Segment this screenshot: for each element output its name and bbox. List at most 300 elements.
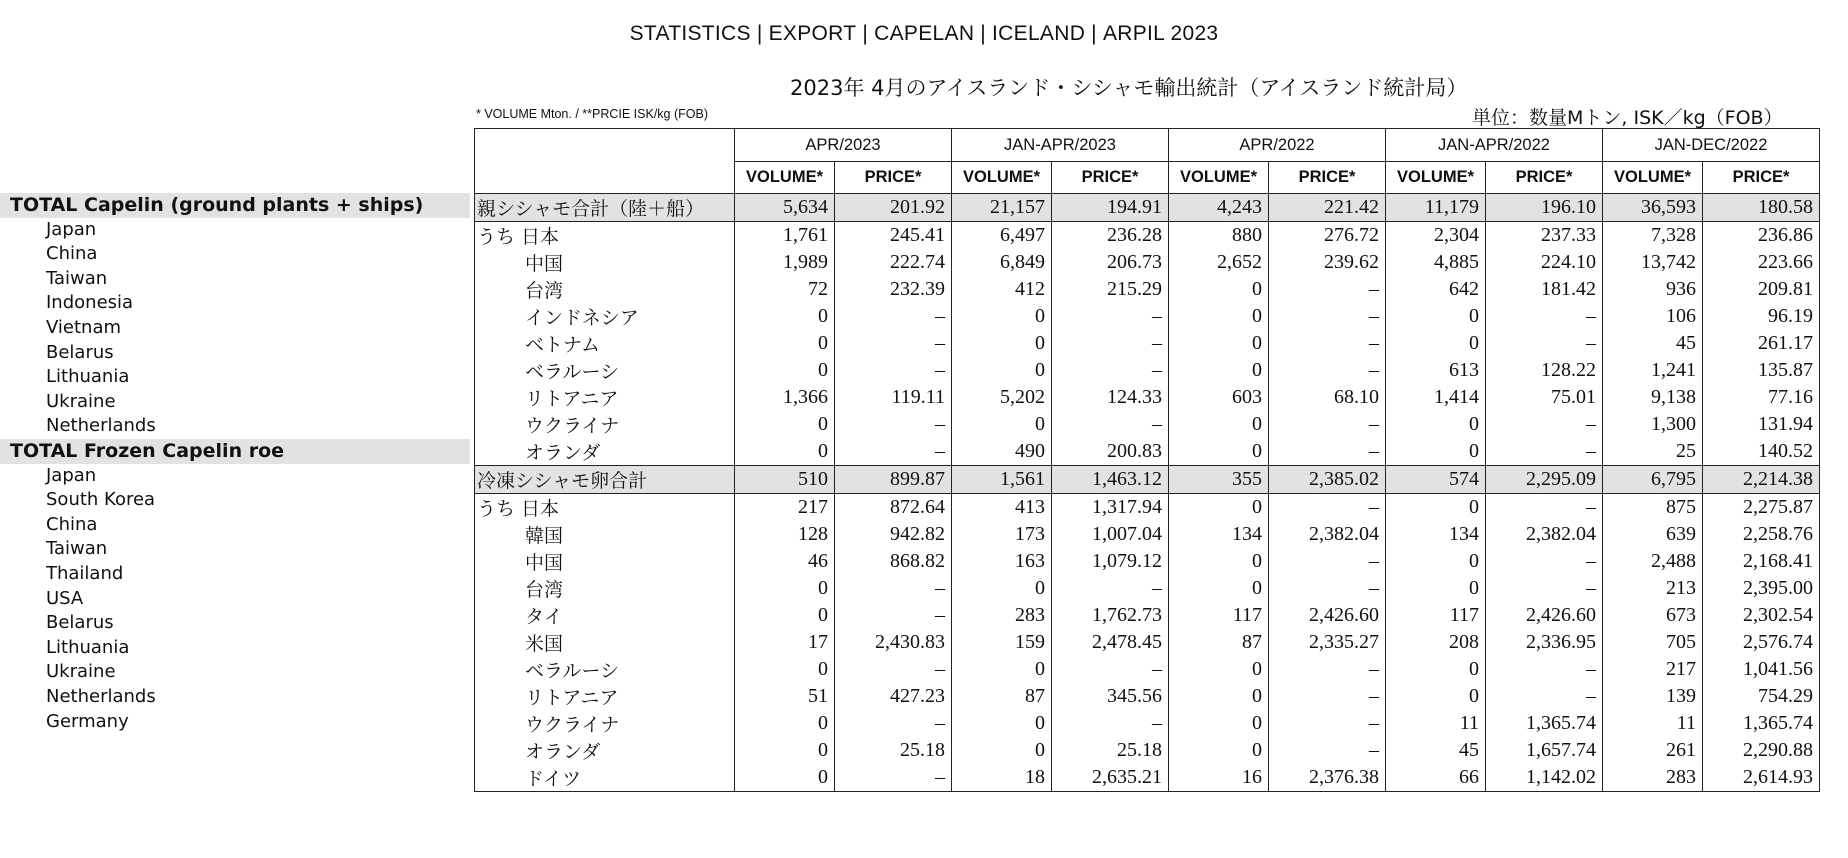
volume-cell: 87: [952, 683, 1052, 710]
table-row: [475, 357, 1820, 384]
volume-cell: 4,885: [1386, 249, 1486, 276]
price-cell: –: [1486, 330, 1603, 357]
volume-cell: 1,761: [735, 222, 835, 250]
price-cell: 1,007.04: [1052, 521, 1169, 548]
price-cell: 181.42: [1486, 276, 1603, 303]
price-cell: –: [835, 575, 952, 602]
english-country-label: Belarus: [46, 341, 114, 363]
volume-cell: 875: [1603, 494, 1703, 522]
table-row: [475, 249, 1820, 276]
volume-cell: 11: [1386, 710, 1486, 737]
japanese-row-label: 冷凍シシャモ卵合計: [475, 466, 735, 494]
price-cell: 206.73: [1052, 249, 1169, 276]
volume-cell: 11: [1603, 710, 1703, 737]
price-cell: –: [1269, 548, 1386, 575]
price-cell: –: [835, 438, 952, 466]
price-cell: –: [1269, 276, 1386, 303]
price-cell: 2,430.83: [835, 629, 952, 656]
price-cell: 75.01: [1486, 384, 1603, 411]
price-cell: 754.29: [1703, 683, 1820, 710]
english-country-label: Netherlands: [46, 415, 156, 437]
price-cell: –: [1269, 710, 1386, 737]
volume-cell: 0: [952, 710, 1052, 737]
japanese-row-label: オランダ: [475, 438, 735, 466]
price-cell: 77.16: [1703, 384, 1820, 411]
volume-cell: 603: [1169, 384, 1269, 411]
japanese-row-label: 中国: [475, 548, 735, 575]
price-cell: –: [835, 602, 952, 629]
price-cell: 96.19: [1703, 303, 1820, 330]
price-cell: 2,336.95: [1486, 629, 1603, 656]
price-cell: –: [1486, 438, 1603, 466]
english-country-label: USA: [46, 587, 84, 609]
export-statistics-table: [474, 128, 1820, 792]
volume-cell: 2,652: [1169, 249, 1269, 276]
title-separator: |: [862, 22, 869, 45]
volume-cell: 0: [952, 737, 1052, 764]
volume-cell: 0: [952, 357, 1052, 384]
japanese-row-label: ウクライナ: [475, 710, 735, 737]
price-cell: 2,385.02: [1269, 466, 1386, 494]
volume-cell: 13,742: [1603, 249, 1703, 276]
period-header: JAN-APR/2022: [1386, 129, 1603, 162]
volume-cell: 0: [1169, 656, 1269, 683]
price-cell: 2,635.21: [1052, 764, 1169, 792]
price-cell: 131.94: [1703, 411, 1820, 438]
english-country-label: Thailand: [46, 563, 124, 584]
volume-cell: 0: [1169, 438, 1269, 466]
price-header: PRICE*: [835, 162, 952, 194]
price-cell: 2,335.27: [1269, 629, 1386, 656]
english-country-label: Ukraine: [46, 661, 116, 683]
volume-cell: 0: [952, 575, 1052, 602]
volume-cell: 0: [952, 411, 1052, 438]
price-cell: 2,168.41: [1703, 548, 1820, 575]
volume-cell: 0: [1169, 683, 1269, 710]
price-header: PRICE*: [1052, 162, 1169, 194]
volume-cell: 574: [1386, 466, 1486, 494]
volume-cell: 1,300: [1603, 411, 1703, 438]
volume-cell: 880: [1169, 222, 1269, 250]
price-cell: 124.33: [1052, 384, 1169, 411]
volume-cell: 217: [735, 494, 835, 522]
price-cell: 194.91: [1052, 194, 1169, 222]
table-row: [475, 494, 1820, 522]
english-country-label: Japan: [46, 464, 97, 486]
volume-cell: 0: [735, 303, 835, 330]
volume-cell: 0: [1169, 494, 1269, 522]
volume-cell: 0: [952, 303, 1052, 330]
volume-cell: 261: [1603, 737, 1703, 764]
volume-cell: 213: [1603, 575, 1703, 602]
price-cell: 427.23: [835, 683, 952, 710]
english-country-label: Belarus: [46, 612, 114, 634]
volume-header: VOLUME*: [952, 162, 1052, 194]
japanese-row-label: ベラルーシ: [475, 656, 735, 683]
table-row: [475, 521, 1820, 548]
volume-cell: 0: [1169, 330, 1269, 357]
volume-cell: 18: [952, 764, 1052, 792]
volume-cell: 66: [1386, 764, 1486, 792]
japanese-title: 2023年 4月のアイスランド・シシャモ輸出統計（アイスランド統計局）: [790, 76, 1468, 100]
price-cell: 2,576.74: [1703, 629, 1820, 656]
volume-cell: 0: [952, 330, 1052, 357]
price-cell: –: [1269, 438, 1386, 466]
volume-cell: 45: [1603, 330, 1703, 357]
price-cell: 221.42: [1269, 194, 1386, 222]
table-row: [475, 575, 1820, 602]
volume-cell: 51: [735, 683, 835, 710]
price-cell: 25.18: [1052, 737, 1169, 764]
volume-cell: 510: [735, 466, 835, 494]
volume-cell: 0: [1169, 411, 1269, 438]
volume-cell: 9,138: [1603, 384, 1703, 411]
volume-cell: 21,157: [952, 194, 1052, 222]
japanese-row-label: インドネシア: [475, 303, 735, 330]
price-cell: –: [835, 656, 952, 683]
price-cell: 223.66: [1703, 249, 1820, 276]
price-header: PRICE*: [1486, 162, 1603, 194]
volume-cell: 412: [952, 276, 1052, 303]
table-row: [475, 710, 1820, 737]
english-country-label: Netherlands: [46, 686, 156, 707]
price-cell: –: [1269, 737, 1386, 764]
english-country-label: Taiwan: [46, 538, 108, 560]
volume-cell: 0: [735, 710, 835, 737]
table-row: [475, 602, 1820, 629]
table-row: [475, 656, 1820, 683]
english-country-label: Japan: [46, 218, 97, 240]
price-cell: –: [1052, 575, 1169, 602]
volume-cell: 4,243: [1169, 194, 1269, 222]
volume-cell: 1,561: [952, 466, 1052, 494]
table-row: [475, 629, 1820, 656]
volume-cell: 5,634: [735, 194, 835, 222]
volume-cell: 45: [1386, 737, 1486, 764]
price-cell: 942.82: [835, 521, 952, 548]
total-row: [475, 194, 1820, 222]
volume-cell: 0: [1386, 303, 1486, 330]
volume-cell: 11,179: [1386, 194, 1486, 222]
japanese-row-label: リトアニア: [475, 683, 735, 710]
price-cell: 2,214.38: [1703, 466, 1820, 494]
price-cell: 201.92: [835, 194, 952, 222]
english-total-label: TOTAL Frozen Capelin roe: [0, 439, 470, 464]
volume-cell: 936: [1603, 276, 1703, 303]
price-cell: –: [1486, 411, 1603, 438]
price-cell: 140.52: [1703, 438, 1820, 466]
volume-cell: 0: [735, 357, 835, 384]
price-cell: 236.86: [1703, 222, 1820, 250]
volume-cell: 87: [1169, 629, 1269, 656]
volume-cell: 106: [1603, 303, 1703, 330]
price-cell: 232.39: [835, 276, 952, 303]
volume-cell: 413: [952, 494, 1052, 522]
volume-cell: 159: [952, 629, 1052, 656]
price-cell: 2,614.93: [1703, 764, 1820, 792]
price-cell: –: [1269, 303, 1386, 330]
price-cell: 1,142.02: [1486, 764, 1603, 792]
volume-cell: 117: [1169, 602, 1269, 629]
volume-cell: 705: [1603, 629, 1703, 656]
total-row: [475, 466, 1820, 494]
table-row: [475, 764, 1820, 792]
title-part: STATISTICS: [629, 22, 751, 45]
price-cell: 2,426.60: [1269, 602, 1386, 629]
table-row: [475, 303, 1820, 330]
volume-cell: 0: [1386, 438, 1486, 466]
japanese-row-label: 親シシャモ合計（陸＋船）: [475, 194, 735, 222]
price-cell: 119.11: [835, 384, 952, 411]
volume-cell: 0: [1169, 276, 1269, 303]
price-cell: 2,382.04: [1486, 521, 1603, 548]
period-header: JAN-DEC/2022: [1603, 129, 1820, 162]
volume-cell: 0: [1169, 710, 1269, 737]
table-row: [475, 222, 1820, 250]
volume-cell: 6,849: [952, 249, 1052, 276]
volume-cell: 0: [735, 330, 835, 357]
price-cell: –: [1486, 683, 1603, 710]
price-cell: 25.18: [835, 737, 952, 764]
japanese-row-label: 台湾: [475, 575, 735, 602]
price-cell: 196.10: [1486, 194, 1603, 222]
price-cell: 345.56: [1052, 683, 1169, 710]
price-cell: 1,365.74: [1703, 710, 1820, 737]
volume-cell: 1,366: [735, 384, 835, 411]
volume-cell: 355: [1169, 466, 1269, 494]
japanese-row-label: ドイツ: [475, 764, 735, 792]
volume-cell: 0: [1169, 357, 1269, 384]
price-cell: 239.62: [1269, 249, 1386, 276]
volume-cell: 283: [952, 602, 1052, 629]
price-cell: 2,290.88: [1703, 737, 1820, 764]
volume-cell: 0: [1169, 548, 1269, 575]
price-cell: 872.64: [835, 494, 952, 522]
price-cell: 209.81: [1703, 276, 1820, 303]
volume-cell: 0: [735, 656, 835, 683]
volume-cell: 0: [735, 575, 835, 602]
volume-cell: 1,414: [1386, 384, 1486, 411]
corner-header-cell: [475, 129, 735, 194]
price-cell: 2,376.38: [1269, 764, 1386, 792]
volume-cell: 0: [1386, 494, 1486, 522]
price-cell: –: [1269, 494, 1386, 522]
english-labels-column: [0, 0, 470, 858]
table-row: [475, 548, 1820, 575]
volume-cell: 128: [735, 521, 835, 548]
volume-cell: 217: [1603, 656, 1703, 683]
english-country-label: Indonesia: [46, 292, 134, 314]
price-cell: 1,463.12: [1052, 466, 1169, 494]
price-cell: –: [1269, 683, 1386, 710]
price-cell: 2,275.87: [1703, 494, 1820, 522]
price-cell: 180.58: [1703, 194, 1820, 222]
volume-cell: 0: [1386, 548, 1486, 575]
price-cell: 2,258.76: [1703, 521, 1820, 548]
price-cell: 2,478.45: [1052, 629, 1169, 656]
price-cell: –: [1269, 357, 1386, 384]
volume-cell: 1,989: [735, 249, 835, 276]
price-header: PRICE*: [1703, 162, 1820, 194]
volume-cell: 639: [1603, 521, 1703, 548]
price-cell: 2,426.60: [1486, 602, 1603, 629]
volume-cell: 283: [1603, 764, 1703, 792]
price-cell: –: [1486, 548, 1603, 575]
volume-cell: 117: [1386, 602, 1486, 629]
price-cell: 224.10: [1486, 249, 1603, 276]
price-cell: –: [1052, 411, 1169, 438]
table-row: [475, 330, 1820, 357]
unit-note: * VOLUME Mton. / **PRCIE ISK/kg (FOB): [476, 107, 709, 121]
period-header: APR/2023: [735, 129, 952, 162]
period-header: JAN-APR/2023: [952, 129, 1169, 162]
price-cell: –: [835, 764, 952, 792]
volume-cell: 0: [735, 737, 835, 764]
price-cell: –: [1052, 330, 1169, 357]
volume-cell: 0: [1386, 411, 1486, 438]
period-header-row: [475, 129, 1820, 162]
price-cell: 1,762.73: [1052, 602, 1169, 629]
price-cell: 236.28: [1052, 222, 1169, 250]
volume-cell: 208: [1386, 629, 1486, 656]
price-cell: 135.87: [1703, 357, 1820, 384]
price-cell: 276.72: [1269, 222, 1386, 250]
english-country-label: China: [46, 513, 98, 535]
volume-cell: 0: [1169, 737, 1269, 764]
english-total-label: TOTAL Capelin (ground plants + ships): [0, 193, 470, 218]
price-cell: –: [1269, 411, 1386, 438]
title-part: EXPORT: [768, 22, 857, 45]
volume-cell: 0: [1386, 575, 1486, 602]
volume-cell: 16: [1169, 764, 1269, 792]
price-cell: –: [1486, 656, 1603, 683]
volume-cell: 0: [1386, 683, 1486, 710]
price-cell: 68.10: [1269, 384, 1386, 411]
price-cell: 1,041.56: [1703, 656, 1820, 683]
volume-cell: 0: [735, 411, 835, 438]
table-row: [475, 276, 1820, 303]
price-cell: –: [1052, 303, 1169, 330]
volume-cell: 139: [1603, 683, 1703, 710]
period-header: APR/2022: [1169, 129, 1386, 162]
volume-cell: 72: [735, 276, 835, 303]
english-country-label: South Korea: [46, 489, 156, 511]
volume-cell: 163: [952, 548, 1052, 575]
price-cell: –: [1052, 710, 1169, 737]
volume-header: VOLUME*: [1603, 162, 1703, 194]
price-cell: –: [1269, 330, 1386, 357]
volume-cell: 134: [1169, 521, 1269, 548]
volume-header: VOLUME*: [1386, 162, 1486, 194]
table-row: [475, 737, 1820, 764]
volume-cell: 5,202: [952, 384, 1052, 411]
price-cell: 1,657.74: [1486, 737, 1603, 764]
japanese-row-label: 中国: [475, 249, 735, 276]
price-cell: –: [835, 357, 952, 384]
title-separator: |: [756, 22, 763, 45]
english-country-label: Lithuania: [46, 366, 130, 388]
price-cell: 2,302.54: [1703, 602, 1820, 629]
price-cell: 222.74: [835, 249, 952, 276]
volume-cell: 25: [1603, 438, 1703, 466]
price-cell: –: [1486, 494, 1603, 522]
volume-cell: 0: [1169, 575, 1269, 602]
english-country-label: Ukraine: [46, 390, 116, 412]
english-country-label: Vietnam: [46, 317, 122, 338]
title-part: CAPELAN: [874, 22, 975, 45]
english-country-label: Germany: [46, 710, 129, 732]
price-cell: 245.41: [835, 222, 952, 250]
price-cell: 1,365.74: [1486, 710, 1603, 737]
english-country-label: Lithuania: [46, 636, 130, 658]
volume-cell: 2,304: [1386, 222, 1486, 250]
price-cell: –: [1052, 357, 1169, 384]
price-cell: –: [835, 303, 952, 330]
title-separator: |: [1091, 22, 1097, 45]
price-cell: 899.87: [835, 466, 952, 494]
price-cell: –: [1486, 575, 1603, 602]
volume-cell: 673: [1603, 602, 1703, 629]
volume-cell: 6,497: [952, 222, 1052, 250]
japanese-row-label: ベトナム: [475, 330, 735, 357]
price-cell: 868.82: [835, 548, 952, 575]
volume-cell: 36,593: [1603, 194, 1703, 222]
japanese-row-label: ベラルーシ: [475, 357, 735, 384]
volume-cell: 6,795: [1603, 466, 1703, 494]
price-cell: 215.29: [1052, 276, 1169, 303]
price-header: PRICE*: [1269, 162, 1386, 194]
english-country-label: China: [46, 243, 98, 265]
volume-cell: 642: [1386, 276, 1486, 303]
price-cell: 1,317.94: [1052, 494, 1169, 522]
price-cell: 2,382.04: [1269, 521, 1386, 548]
table-row: [475, 683, 1820, 710]
japanese-row-label: タイ: [475, 602, 735, 629]
volume-header: VOLUME*: [1169, 162, 1269, 194]
japanese-row-label: リトアニア: [475, 384, 735, 411]
volume-cell: 0: [735, 764, 835, 792]
volume-cell: 613: [1386, 357, 1486, 384]
price-cell: 237.33: [1486, 222, 1603, 250]
volume-cell: 1,241: [1603, 357, 1703, 384]
title-part: ARPIL 2023: [1102, 22, 1219, 45]
volume-cell: 7,328: [1603, 222, 1703, 250]
japanese-row-label: うち 日本: [475, 494, 735, 522]
price-cell: –: [835, 411, 952, 438]
english-country-label: Taiwan: [46, 267, 108, 289]
volume-cell: 0: [1386, 656, 1486, 683]
volume-cell: 134: [1386, 521, 1486, 548]
japanese-row-label: オランダ: [475, 737, 735, 764]
volume-cell: 2,488: [1603, 548, 1703, 575]
volume-cell: 0: [952, 656, 1052, 683]
price-cell: 1,079.12: [1052, 548, 1169, 575]
price-cell: 200.83: [1052, 438, 1169, 466]
price-cell: –: [835, 330, 952, 357]
table-row: [475, 411, 1820, 438]
price-cell: 2,295.09: [1486, 466, 1603, 494]
title-part: ICELAND: [992, 22, 1086, 45]
volume-cell: 0: [1169, 303, 1269, 330]
table-row: [475, 438, 1820, 466]
japanese-row-label: 台湾: [475, 276, 735, 303]
volume-cell: 173: [952, 521, 1052, 548]
volume-header: VOLUME*: [735, 162, 835, 194]
japanese-row-label: うち 日本: [475, 222, 735, 250]
price-cell: 128.22: [1486, 357, 1603, 384]
japanese-row-label: 米国: [475, 629, 735, 656]
price-cell: –: [1269, 575, 1386, 602]
